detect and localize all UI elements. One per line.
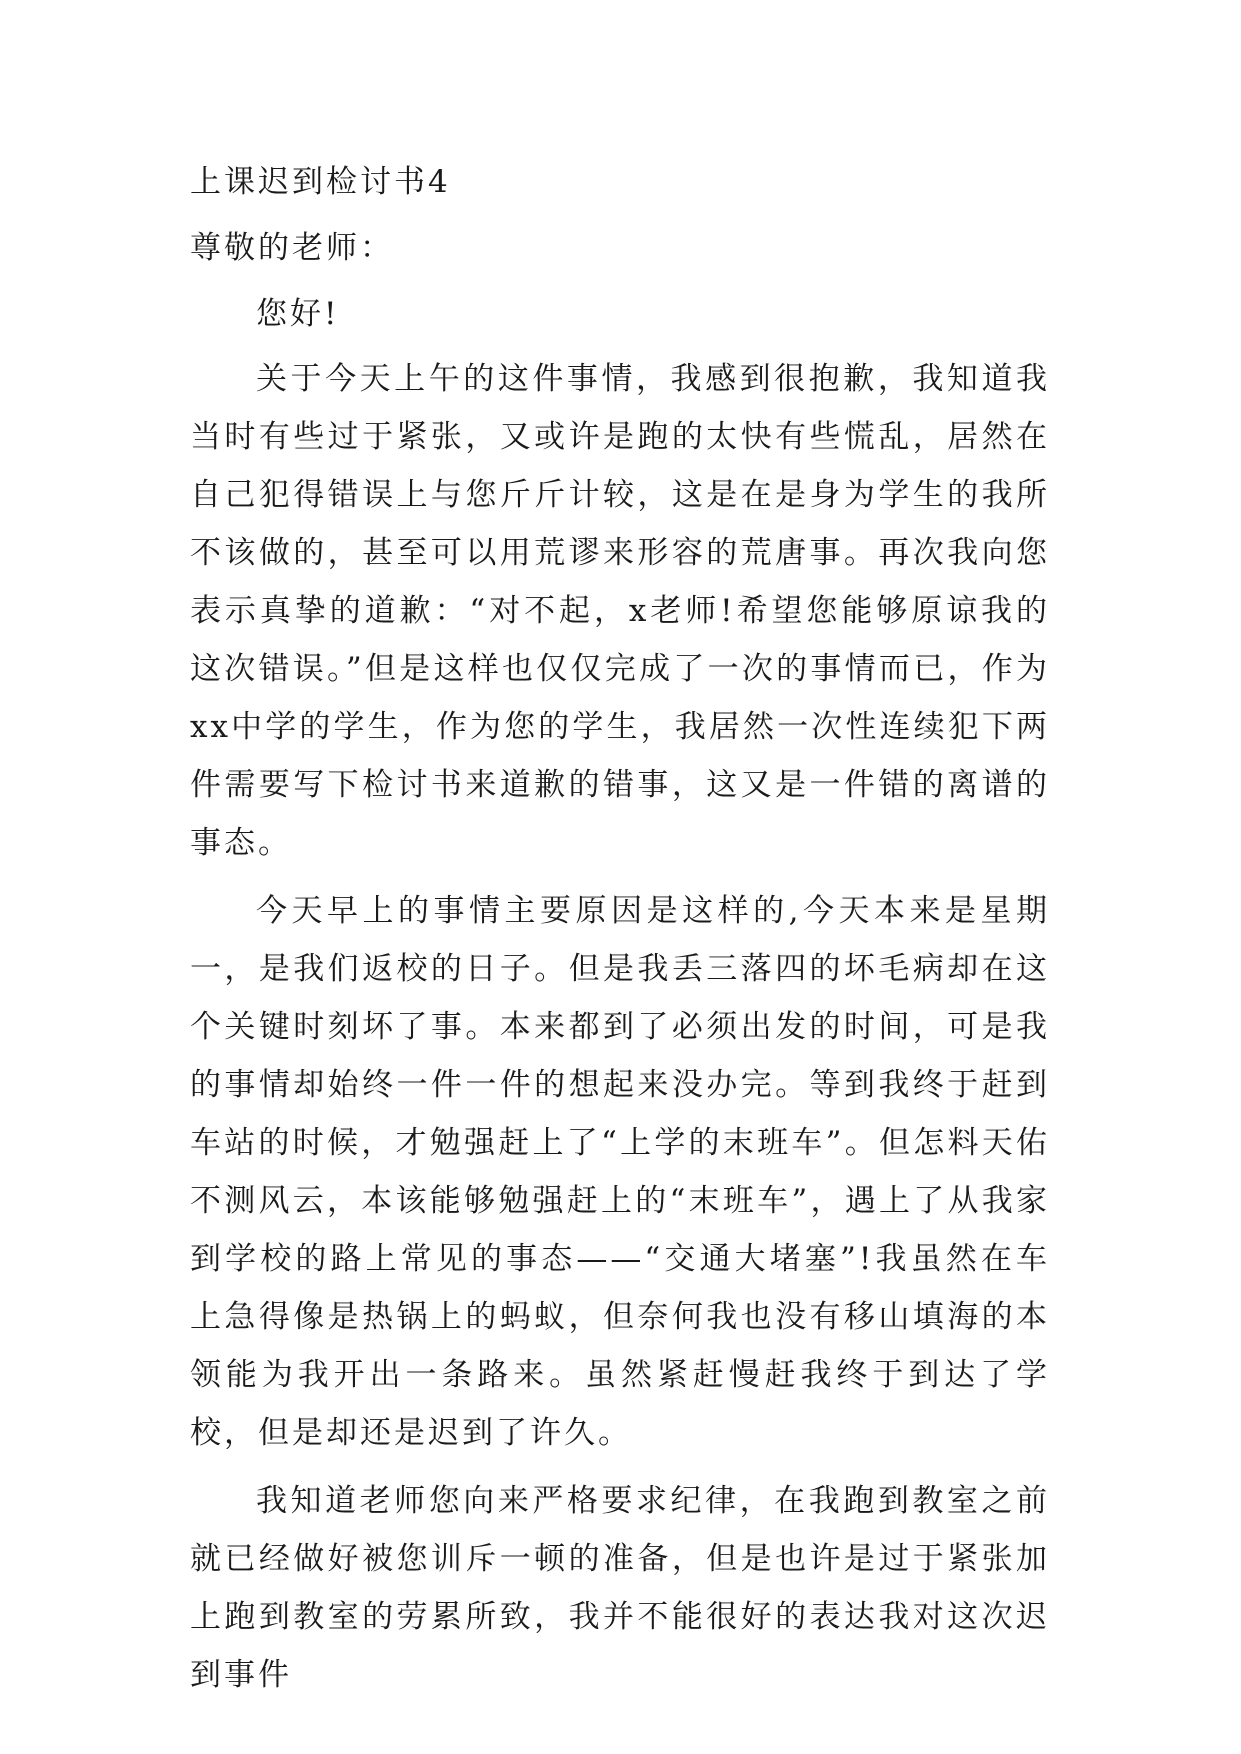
document-title: 上课迟到检讨书4 [190, 164, 451, 200]
salutation: 尊敬的老师： [190, 230, 394, 266]
paragraph: 我知道老师您向来严格要求纪律，在我跑到教室之前就已经做好被您训斥一顿的准备，但是也许是过于紧张加上跑到教室的劳累所致，我并不能很好的表达我对这次迟到事件 [190, 1483, 1050, 1693]
paragraph: 今天早上的事情主要原因是这样的,今天本来是星期一，是我们返校的日子。但是我丢三落四的坏毛病却在这个关键时刻坏了事。本来都到了必须出发的时间，可是我的事情却始终一件一件的想起来没办完。等到我终于赶到车站的时候，才勉强赶上了“上学的末班车”。但怎料天佑不测风云，本该能够勉强赶上的“末班车”，遇上了从我家到学校的路上常见的事态——“交通大堵塞”!我虽然在车上急得像是热锅上的蚂蚁，但奈何我也没有移山填海的本领能为我开出一条路来。虽然紧赶慢赶我终于到达了学校，但是却还是迟到了许久。 [190, 893, 1050, 1451]
document-body [190, 162, 1050, 1704]
paragraph: 关于今天上午的这件事情，我感到很抱歉，我知道我当时有些过于紧张，又或许是跑的太快有些慌乱，居然在自己犯得错误上与您斤斤计较，这是在是身为学生的我所不该做的，甚至可以用荒谬来形容的荒唐事。再次我向您表示真挚的道歉：“对不起，x老师!希望您能够原谅我的这次错误。”但是这样也仅仅完成了一次的事情而已，作为xx中学的学生，作为您的学生，我居然一次性连续犯下两件需要写下检讨书来道歉的错事，这又是一件错的离谱的事态。 [190, 361, 1050, 861]
greeting: 您好! [256, 296, 340, 332]
